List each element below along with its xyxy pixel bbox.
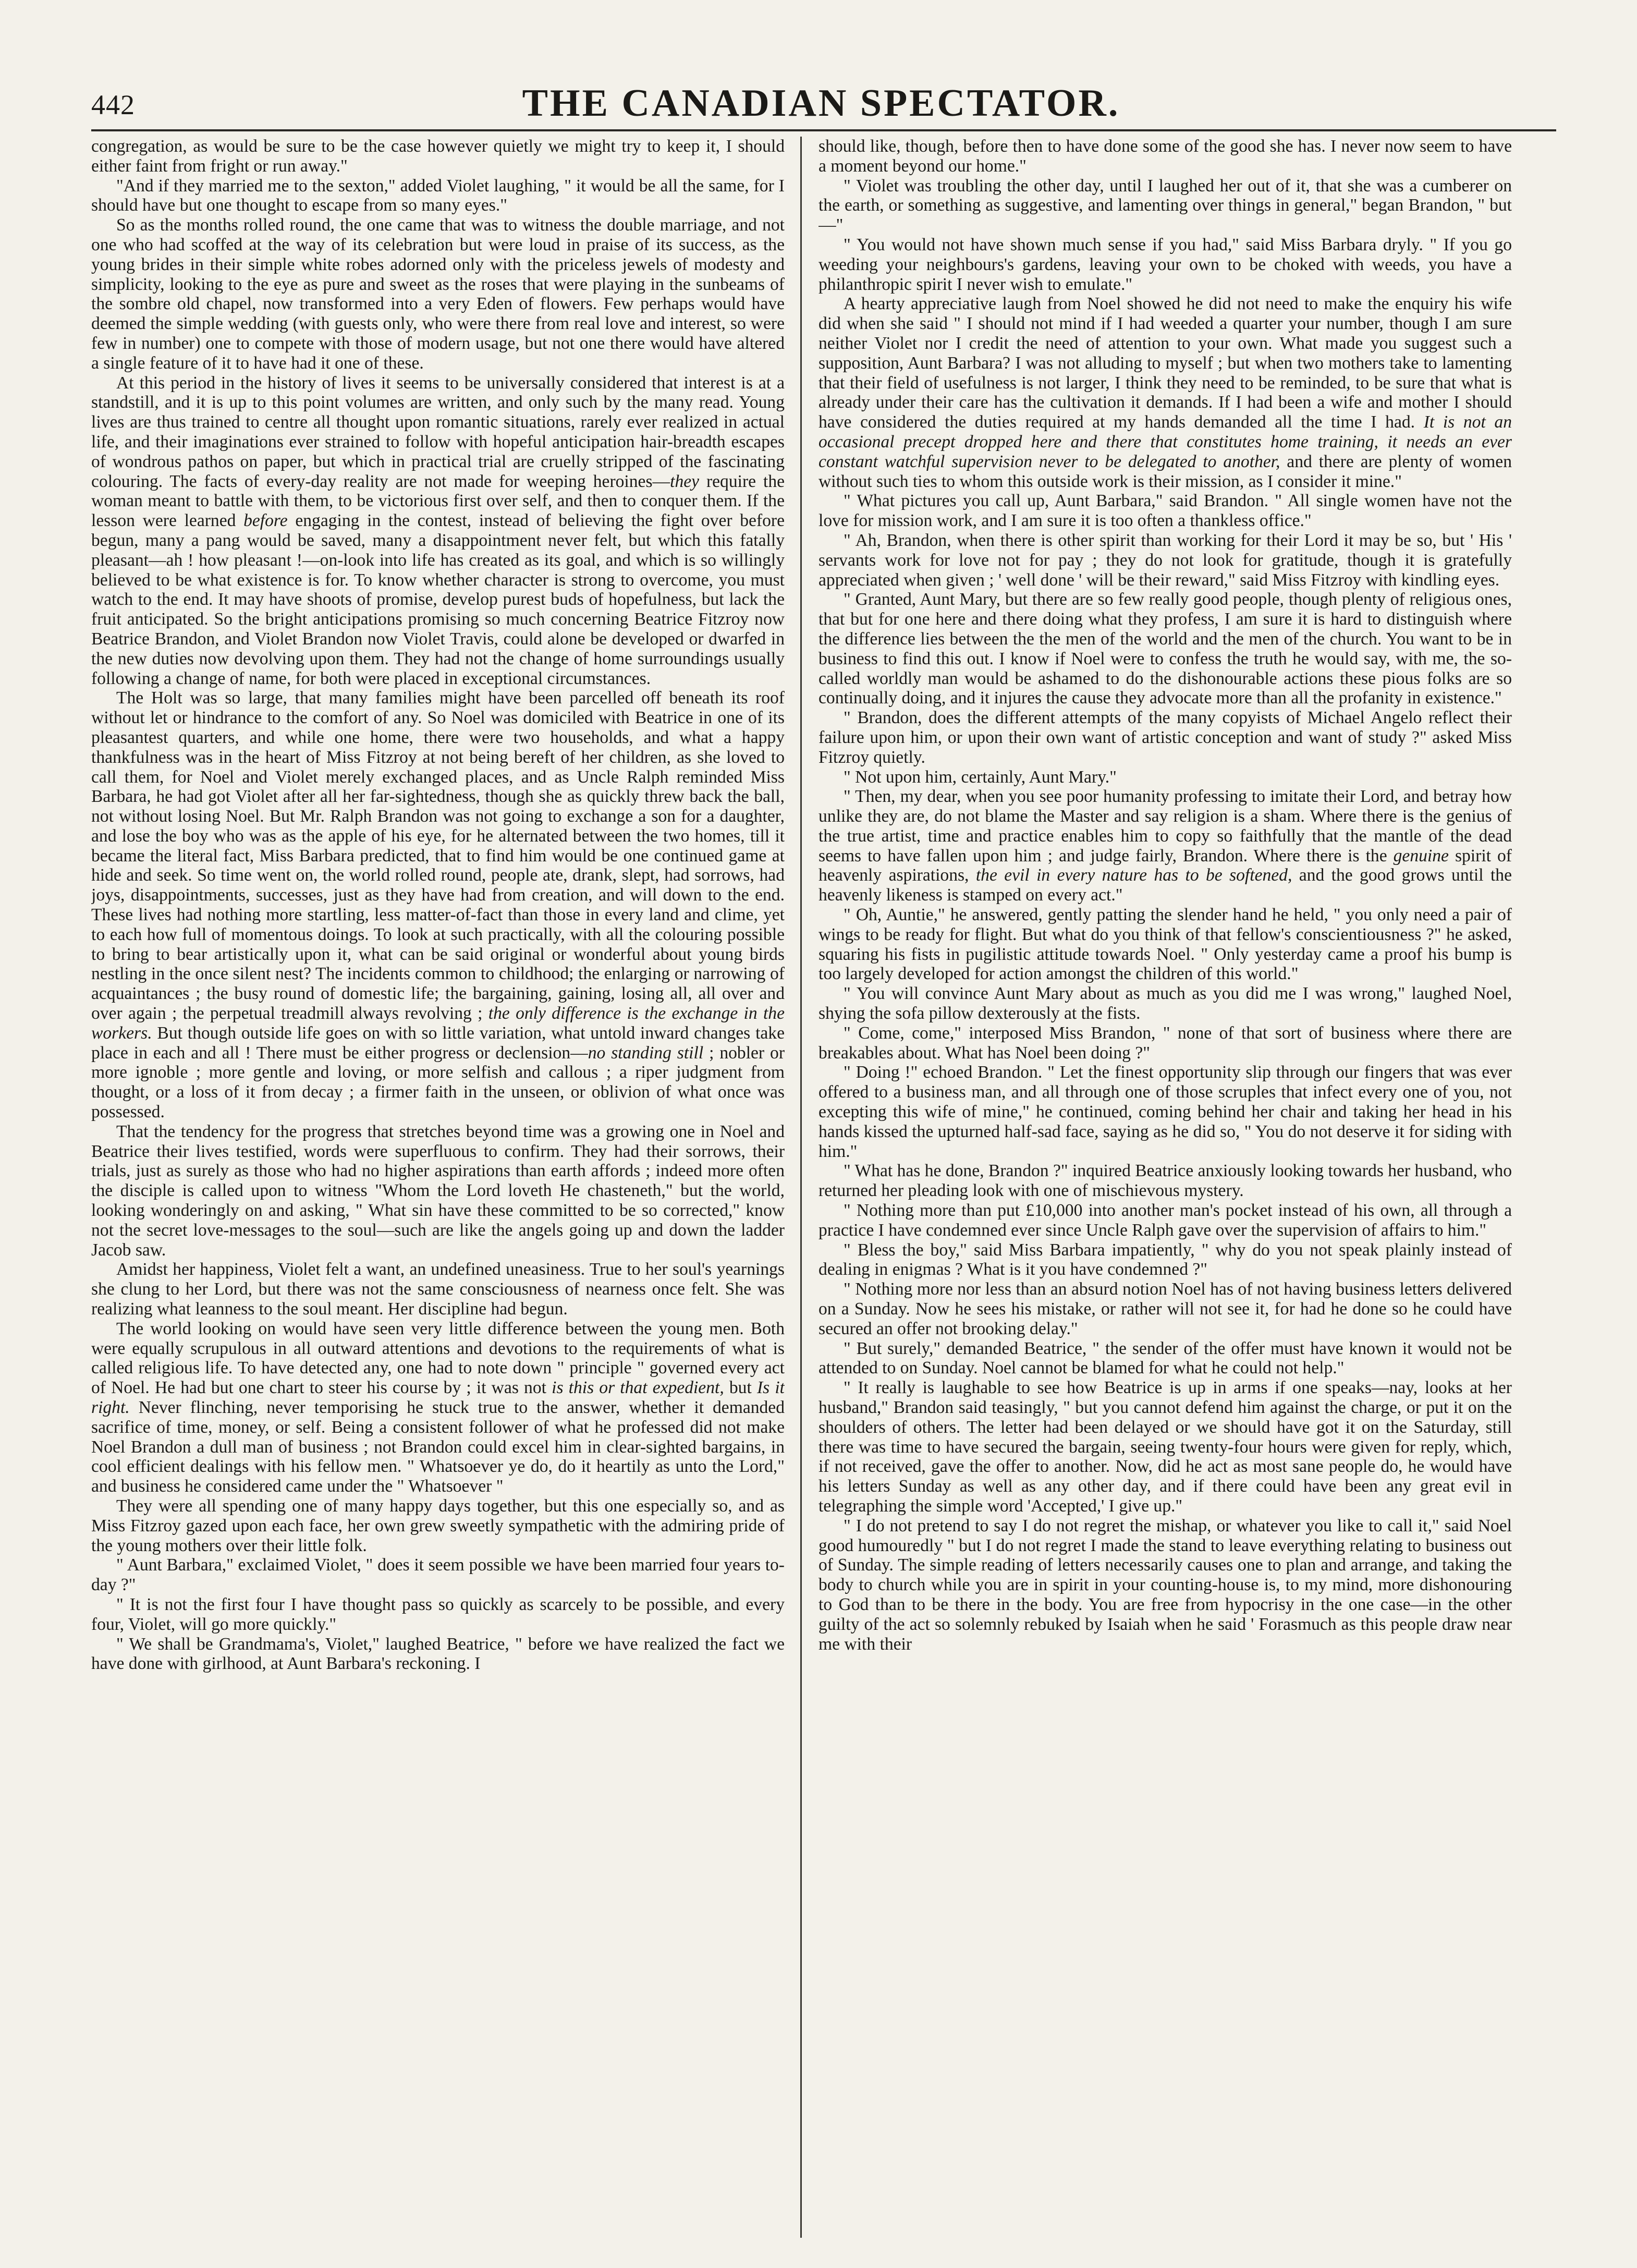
article-paragraph (91, 1260, 785, 1319)
article-paragraph (819, 1378, 1512, 1516)
italic-text: they (670, 471, 700, 491)
article-paragraph (819, 905, 1512, 984)
article-paragraph (91, 176, 785, 216)
text-run: " Granted, Aunt Mary, but there are so few really good people, though plenty of religious ones, that but for one here and there doing what they profess, I am sure it is hard to distinguish where the difference lies between the the men of the world and the men of the church. You want to be in business to find this out. I know if Noel were to confess the truth he would say, with me, the so-called worldly man would be ashamed to do the dishonourable actions these pious folks are so continually doing, and it injures the cause they advocate more than all the profanity in existence." (819, 590, 1512, 708)
page-header (91, 78, 1551, 136)
article-paragraph (819, 1240, 1512, 1280)
header-rule (91, 129, 1556, 131)
text-run: " But surely," demanded Beatrice, " the sender of the offer must have known it would not be attended to on Sunday. Noel cannot be blamed for what he could not help." (819, 1338, 1512, 1378)
text-run: and there are plenty of women without such ties to whom this outside work is their mission, as I consider it mine." (819, 452, 1512, 491)
article-paragraph (91, 1496, 785, 1555)
text-run: " Then, my dear, when you see poor humanity professing to imitate their Lord, and betray how unlike they are, do not blame the Master and say religion is a sham. Where there is the genius of the true artist, time and practice enables him to copy so faithfully that the mantle of the dead seems to have fallen upon him ; and judge fairly, Brandon. Where there is the (819, 787, 1512, 865)
article-paragraph (819, 787, 1512, 905)
text-run: " Aunt Barbara," exclaimed Violet, " does it seem possible we have been married four years to-day ?" (91, 1555, 785, 1595)
text-run: " Violet was troubling the other day, until I laughed her out of it, that she was a cumberer on the earth, or something as suggestive, and lamenting over things in general," began Brandon, " but—" (819, 176, 1512, 235)
article-paragraph (819, 984, 1512, 1023)
italic-text: Is it right. (91, 1378, 785, 1417)
article-paragraph (91, 688, 785, 1122)
article-paragraph (819, 176, 1512, 235)
text-run: should like, though, before then to have done some of the good she has. I never now seem to have a moment beyond our home." (819, 137, 1512, 176)
text-run: engaging in the contest, instead of believing the fight over before begun, many a pang would be saved, many a disappointment never felt, but which this fatally pleasant—ah ! how pleasant !—on-look into life has created as its goal, and which is so willingly believed to be what existence is for. To know whether character is strong to overcome, you must watch to the end. It may have shoots of promise, develop purest buds of hopefulness, but lack the fruit anticipated. So the bright anticipations promising so much concerning Beatrice Fitzroy now Beatrice Brandon, and Violet Brandon now Violet Travis, could alone be developed or dwarfed in the new duties now devolving upon them. They had not the change of home surroundings usually following a change of name, for both were placed in exceptional circumstances. (91, 511, 785, 688)
article-paragraph (91, 215, 785, 373)
text-run: " Ah, Brandon, when there is other spirit than working for their Lord it may be so, but ' His ' servants work for love not for pay ; they do not look for gratitude, though it is gratefully appreciated when given ; ' well done ' will be their reward," said Miss Fitzroy with kindling eyes. (819, 530, 1512, 590)
article-paragraph (91, 1635, 785, 1674)
text-run: " Not upon him, certainly, Aunt Mary." (844, 767, 1117, 787)
text-run: " It is not the first four I have thought pass so quickly as scarcely to be possible, and every four, Violet, will go more quickly." (91, 1594, 785, 1634)
italic-text: before (243, 511, 288, 531)
italic-text: It is not an occasional precept dropped here and there that constitutes home training, it needs an ever constant watchful supervision never to be delegated to another, (819, 412, 1512, 471)
text-run: " You would not have shown much sense if you had," said Miss Barbara dryly. " If you go weeding your neighbours's gardens, leaving your own to be choked with weeds, you have a philanthropic spirit I never wish to emulate." (819, 235, 1512, 294)
article-paragraph (91, 373, 785, 689)
article-paragraph (819, 1516, 1512, 1654)
page-number: 442 (91, 89, 135, 120)
italic-text: the only difference is the exchange in the workers. (91, 1004, 785, 1043)
masthead-title: THE CANADIAN SPECTATOR. (522, 82, 1120, 125)
article-paragraph (819, 590, 1512, 708)
text-run: At this period in the history of lives it seems to be universally considered that interest is at a standstill, and it is up to this point volumes are written, and only such by the many read. Young lives are thus trained to centre all thought upon romantic situations, rarely ever realized in actual life, and their imaginations ever strained to follow with hopeful anticipation hair-breadth escapes of wondrous pathos on paper, but which in practical trial are cruelly stripped of the fascinating colouring. The facts of every-day reality are not made for weeping heroines— (91, 373, 785, 491)
right-column (819, 137, 1512, 2238)
text-run: " Bless the boy," said Miss Barbara impatiently, " why do you not speak plainly instead of dealing in enigmas ? What is it you have condemned ?" (819, 1240, 1512, 1279)
article-paragraph (819, 491, 1512, 531)
article-paragraph (819, 531, 1512, 590)
left-column (91, 137, 785, 2238)
text-run: Never flinching, never temporising he stuck true to the answer, whether it demanded sacrifice of time, money, or self. Being a consistent follower of what he professed did not make Noel Brandon a dull man of business ; not Brandon could excel him in clear-sighted bargains, in cool efficient dealings with his fellow men. " Whatsoever ye do, do it heartily as unto the Lord," and business he considered came under the " Whatsoever " (91, 1398, 785, 1496)
text-run: " Come, come," interposed Miss Brandon, " none of that sort of business where there are breakables about. What has Noel been doing ?" (819, 1023, 1512, 1063)
italic-text: genuine (1393, 846, 1449, 865)
article-paragraph (819, 294, 1512, 491)
article-paragraph (819, 1023, 1512, 1063)
text-run: The Holt was so large, that many families might have been parcelled off beneath its roof without let or hindrance to the comfort of any. So Noel was domiciled with Beatrice in one of its pleasantest quarters, and while one home, there were two households, and what a happy thankfulness was in the heart of Miss Fitzroy at not being bereft of her children, as she loved to call them, for Noel and Violet merely exchanged places, and as Uncle Ralph reminded Miss Barbara, he had got Violet after all her far-sightedness, though she as quickly threw back the ball, not without losing Noel. But Mr. Ralph Brandon was not going to exchange a son for a daughter, and lose the boy who was as the apple of his eye, for he alternated between the two homes, till it became the literal fact, Miss Barbara predicted, that to find him would be one continued game at hide and seek. So time went on, the world rolled round, people ate, drank, slept, had sorrows, had joys, disappointments, successes, just as they have had from creation, and will down to the end. These lives had nothing more startling, less matter-of-fact than those in every land and clime, yet to each how full of momentous doings. To look at such practically, with all the colouring possible to bring to bear artistically upon it, what can be said original or wonderful about young birds nestling in the once silent nest? The incidents common to childhood; the enlarging or narrowing of acquaintances ; the busy round of domestic life; the bargaining, gaining, losing all, all over and over again ; the perpetual treadmill always revolving ; (91, 688, 785, 1023)
text-run: A hearty appreciative laugh from Noel showed he did not need to make the enquiry his wife did when she said " I should not mind if I had weeded a quarter your number, though I am sure neither Violet nor I credit the need of attention to your own. What made you suggest such a supposition, Aunt Barbara? I was not alluding to myself ; but when two mothers take to lamenting that their field of usefulness is not larger, I think they need to be reminded, to be sure that what is already under their care has the cultivation it demands. If I had been a wife and mother I should have considered the duties required at my hands demanded all the time I had. (819, 294, 1512, 432)
text-run: " Nothing more nor less than an absurd notion Noel has of not having business letters delivered on a Sunday. Now he sees his mistake, or rather will not see it, for had he done so he could have secured an offer not brooking delay." (819, 1279, 1512, 1338)
italic-text: no standing still (588, 1043, 704, 1063)
text-run: That the tendency for the progress that stretches beyond time was a growing one in Noel and Beatrice their lives testified, words were superfluous to confirm. They had their sorrows, their trials, just as surely as those who had no higher aspirations than earth affords ; indeed more often the disciple is called upon to witness "Whom the Lord loveth He chasteneth," but the world, looking wonderingly on and asking, " What sin have these committed to be so corrected," know not the secret love-messages to the soul—such are like the angels going up and down the ladder Jacob saw. (91, 1121, 785, 1260)
text-run: " You will convince Aunt Mary about as much as you did me I was wrong," laughed Noel, shying the sofa pillow dexterously at the fists. (819, 984, 1512, 1023)
text-run: and the good grows until the heavenly likeness is stamped on every act." (819, 865, 1512, 905)
italic-text: the evil in every nature has to be softened, (975, 865, 1292, 885)
article-paragraph (91, 1595, 785, 1635)
text-run: congregation, as would be sure to be the case however quietly we might try to keep it, I should either faint from fright or run away." (91, 137, 785, 176)
article-paragraph (819, 767, 1512, 787)
article-paragraph (819, 1279, 1512, 1338)
article-paragraph (819, 1339, 1512, 1379)
article-paragraph (91, 1319, 785, 1496)
text-run: The world looking on would have seen very little difference between the young men. Both were equally scrupulous in all outward attentions and devotions to the requirements of what is called religious life. To have detected any, one had to note down " principle " governed every act of Noel. He had but one chart to steer his course by ; it was not (91, 1319, 785, 1398)
article-paragraph (819, 235, 1512, 294)
article-paragraph (91, 1555, 785, 1595)
article-paragraph (819, 1161, 1512, 1201)
text-run: " I do not pretend to say I do not regret the mishap, or whatever you like to call it," said Noel good humouredly " but I do not regret I made the stand to leave everything relating to business out of Sunday. The simple reading of letters necessarily causes one to plan and arrange, and taking the body to church while you are in spirit in your counting-house is, to my mind, more dishonouring to God than to be there in the body. You are free from hypocrisy in the one case—in the other guilty of the act so solemnly rebuked by Isaiah when he said ' Forasmuch as this people draw near me with their (819, 1516, 1512, 1654)
text-run: "And if they married me to the sexton," added Violet laughing, " it would be all the same, for I should have but one thought to escape from so many eyes." (91, 176, 785, 215)
text-run: " Nothing more than put £10,000 into another man's pocket instead of his own, all through a practice I have condemned ever since Uncle Ralph gave over the supervision of affairs to him." (819, 1201, 1512, 1240)
text-run: " Doing !" echoed Brandon. " Let the finest opportunity slip through our fingers that was ever offered to a business man, and all through one of those scruples that infect every one of you, not excepting this wife of mine," he continued, coming behind her chair and taking her head in his hands kissed the upturned half-sad face, saying as he did so, " You do not deserve it for siding with him." (819, 1063, 1512, 1161)
text-run: require the woman meant to battle with them, to be victorious first over self, and then to conquer them. If the lesson were learned (91, 471, 785, 531)
article-paragraph (819, 137, 1512, 176)
text-run: They were all spending one of many happy days together, but this one especially so, and as Miss Fitzroy gazed upon each face, her own grew sweetly sympathetic with the admiring pride of the young mothers over their little folk. (91, 1496, 785, 1555)
text-run: So as the months rolled round, the one came that was to witness the double marriage, and not one who had scoffed at the way of its celebration but were loud in praise of its success, as the young brides in their simple white robes adorned only with the priceless jewels of modesty and simplicity, looking to the eye as pure and sweet as the roses that were playing in the sunbeams of the sombre old chapel, now transformed into a very Eden of flowers. Few perhaps would have deemed the simple wedding (with guests only, who were there from real love and interest, so were few in number) one to compete with those of modern usage, but not one there would have altered a single feature of it to have had it one of these. (91, 215, 785, 373)
italic-text: is this or that expedient, (552, 1378, 724, 1398)
text-run: Amidst her happiness, Violet felt a want, an undefined uneasiness. True to her soul's yearnings she clung to her Lord, but there was not the same consciousness of nearness once felt. She was realizing what leanness to the soul meant. Her discipline had begun. (91, 1260, 785, 1319)
text-run: " Brandon, does the different attempts of the many copyists of Michael Angelo reflect their failure upon him, or upon their own want of artistic conception and want of study ?" asked Miss Fitzroy quietly. (819, 708, 1512, 767)
text-run: ; nobler or more ignoble ; more gentle and loving, or more selfish and callous ; a riper judgment from thought, or a loss of it from decay ; a firmer faith in the unseen, or oblivion of what once was possessed. (91, 1043, 785, 1122)
article-paragraph (819, 708, 1512, 767)
text-run: " What pictures you call up, Aunt Barbara," said Brandon. " All single women have not the love for mission work, and I am sure it is too often a thankless office." (819, 491, 1512, 531)
article-paragraph (819, 1063, 1512, 1161)
text-run: " It really is laughable to see how Beatrice is up in arms if one speaks—nay, looks at her husband," Brandon said teasingly, " but you cannot defend him against the charge, or put it on the shoulders of others. The letter had been delayed or we should have got it on the Saturday, still there was time to have secured the bargain, seeing twenty-four hours were given for reply, which, if not received, gave the offer to another. Now, did he act as most sane people do, he would have his letters Sunday as well as any other day, and if there could have been any great evil in telegraphing the simple word 'Accepted,' I give up." (819, 1378, 1512, 1516)
text-run: " What has he done, Brandon ?" inquired Beatrice anxiously looking towards her husband, who returned her pleading look with one of mischievous mystery. (819, 1161, 1512, 1201)
text-run: " Oh, Auntie," he answered, gently patting the slender hand he held, " you only need a pair of wings to be ready for flight. But what do you think of that fellow's conscientiousness ?" he asked, squaring his fists in pugilistic attitude towards Noel. " Only yesterday came a proof his bump is too largely developed for action amongst the children of this world." (819, 905, 1512, 984)
text-run: but (724, 1378, 757, 1398)
text-run: But though outside life goes on with so little variation, what untold inward changes take place in each and all ! There must be either progress or declension— (91, 1023, 785, 1063)
article-paragraph (819, 1201, 1512, 1240)
text-run: spirit of heavenly aspirations, (819, 846, 1512, 885)
column-divider (800, 137, 802, 2238)
article-paragraph (91, 1122, 785, 1260)
text-run: " We shall be Grandmama's, Violet," laughed Beatrice, " before we have realized the fact we have done with girlhood, at Aunt Barbara's reckoning. I (91, 1634, 785, 1674)
article-paragraph (91, 137, 785, 176)
